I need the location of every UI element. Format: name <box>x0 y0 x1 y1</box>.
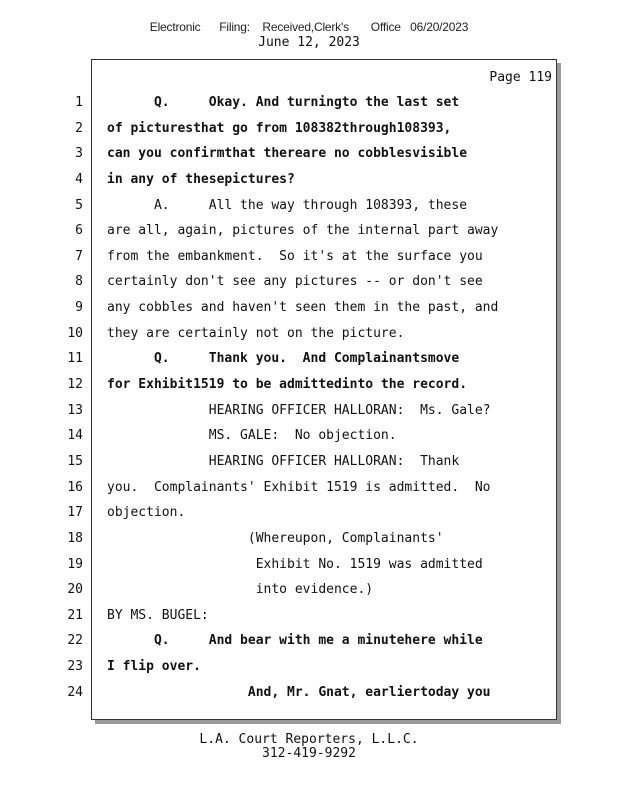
line-text: MS. GALE: No objection. <box>107 428 397 444</box>
line-number: 24 <box>67 684 83 700</box>
line-text: objection. <box>107 505 186 521</box>
transcript-line <box>0 654 618 680</box>
transcript-line <box>0 628 618 654</box>
line-text: Q. And bear with me a minutehere while <box>107 633 483 649</box>
line-text: HEARING OFFICER HALLORAN: Ms. Gale? <box>107 402 491 418</box>
line-number: 22 <box>67 633 83 649</box>
transcript-line <box>0 372 618 398</box>
transcript-line <box>0 603 618 629</box>
page-number: Page 119 <box>489 70 552 85</box>
transcript-line <box>0 346 618 372</box>
transcript-line <box>0 193 618 219</box>
line-number: 1 <box>75 95 83 110</box>
line-text: from the embankment. So it's at the surface you <box>107 248 483 264</box>
line-number: 14 <box>67 428 83 444</box>
line-text: A. All the way through 108393, these <box>107 197 468 213</box>
line-text: are all, again, pictures of the internal part away <box>107 223 499 239</box>
transcript-line <box>0 116 618 142</box>
transcript-date: June 12, 2023 <box>258 35 360 50</box>
transcript-line <box>0 577 618 603</box>
line-number: 6 <box>75 223 83 239</box>
line-number: 17 <box>67 505 83 521</box>
transcript-line <box>0 500 618 526</box>
line-text: in any of thesepictures? <box>107 171 295 187</box>
transcript-line <box>0 167 618 193</box>
line-number: 23 <box>67 659 83 675</box>
line-number: 18 <box>67 530 83 546</box>
line-text: HEARING OFFICER HALLORAN: Thank <box>107 453 460 469</box>
line-number: 15 <box>67 453 83 469</box>
transcript-line <box>0 218 618 244</box>
line-number: 11 <box>67 351 83 367</box>
line-text: (Whereupon, Complainants' <box>107 530 444 546</box>
transcript-line <box>0 244 618 270</box>
line-text: Exhibit No. 1519 was admitted <box>107 556 483 572</box>
line-text: I flip over. <box>107 659 201 675</box>
line-number: 21 <box>67 607 83 623</box>
line-number: 16 <box>67 479 83 495</box>
transcript-line <box>0 526 618 552</box>
line-text: And, Mr. Gnat, earliertoday you <box>107 684 491 700</box>
line-number: 5 <box>75 197 83 213</box>
line-number: 3 <box>75 146 83 162</box>
line-text: you. Complainants' Exhibit 1519 is admitted. No <box>107 479 491 495</box>
line-text: Q. Okay. And turningto the last set <box>107 95 460 110</box>
line-text: of picturesthat go from 108382through108393, <box>107 120 452 136</box>
reporter-phone: 312-419-9292 <box>262 746 356 761</box>
line-number: 20 <box>67 582 83 598</box>
line-text: they are certainly not on the picture. <box>107 325 405 341</box>
footer <box>0 733 618 761</box>
filing-stamp: Electronic Filing: Received,Clerk's Office 06/20/2023 <box>149 20 469 34</box>
transcript-lines <box>0 90 618 705</box>
line-number: 19 <box>67 556 83 572</box>
transcript-line <box>0 269 618 295</box>
transcript-line <box>0 90 618 116</box>
reporter-company: L.A. Court Reporters, L.L.C. <box>199 732 419 747</box>
line-number: 2 <box>75 120 83 136</box>
line-number: 8 <box>75 274 83 290</box>
line-text: into evidence.) <box>107 582 374 598</box>
transcript-line <box>0 423 618 449</box>
line-text: certainly don't see any pictures -- or don't see <box>107 274 483 290</box>
line-text: BY MS. BUGEL: <box>107 607 209 623</box>
transcript-line <box>0 321 618 347</box>
line-text: can you confirmthat thereare no cobblesvisible <box>107 146 468 162</box>
line-number: 4 <box>75 171 83 187</box>
transcript-line <box>0 449 618 475</box>
transcript-line <box>0 552 618 578</box>
line-text: any cobbles and haven't seen them in the past, and <box>107 300 499 316</box>
line-text: Q. Thank you. And Complainantsmove <box>107 351 460 367</box>
transcript-line <box>0 398 618 424</box>
line-text: for Exhibit1519 to be admittedinto the record. <box>107 377 468 393</box>
transcript-line <box>0 295 618 321</box>
line-number: 12 <box>67 377 83 393</box>
line-number: 13 <box>67 402 83 418</box>
transcript-line <box>0 141 618 167</box>
line-number: 7 <box>75 248 83 264</box>
transcript-line <box>0 475 618 501</box>
line-number: 10 <box>67 325 83 341</box>
line-number: 9 <box>75 300 83 316</box>
transcript-line <box>0 680 618 706</box>
